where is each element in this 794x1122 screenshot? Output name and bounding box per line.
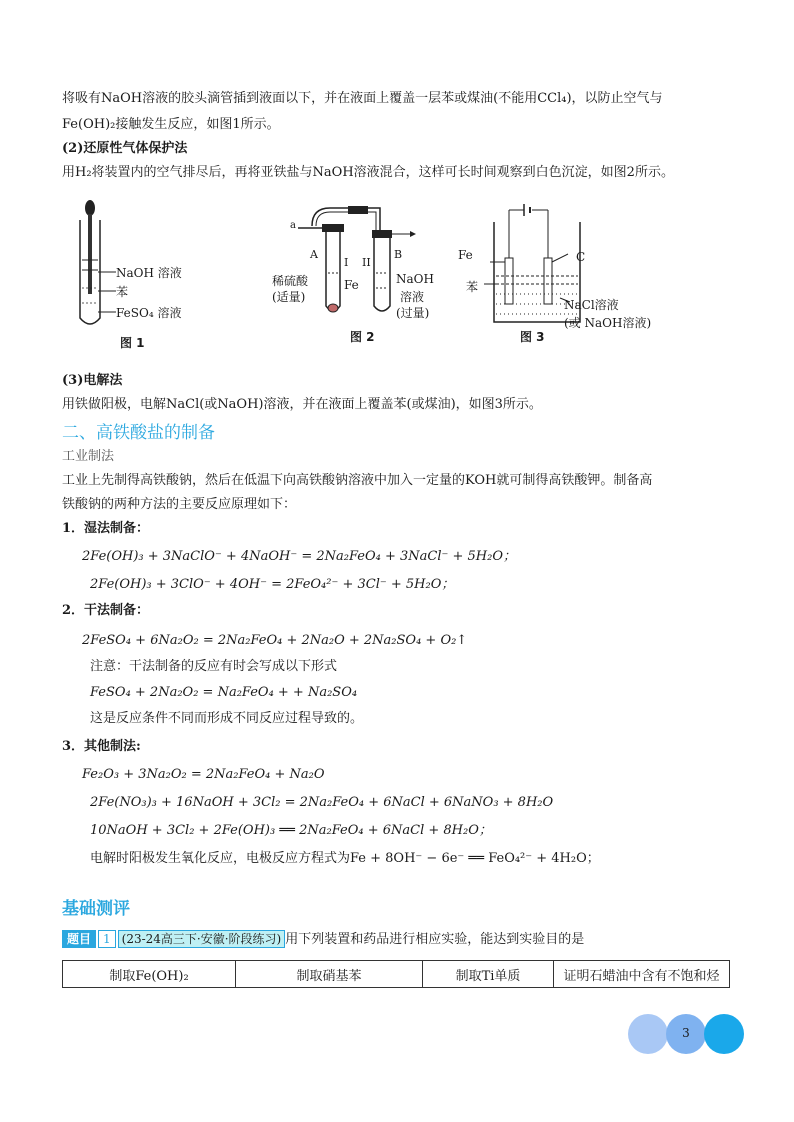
other-method-title: 3．其他制法: [62,739,141,754]
intro-line-1: 将吸有NaOH溶液的胶头滴管插到液面以下，并在液面上覆盖一层苯或煤油(不能用CCl₄)，以防止空气与 [62,91,663,106]
fig2-label-B: B [394,248,403,261]
figure-1-dropper [80,200,116,324]
dry-note-2: 这是反应条件不同而形成不同反应过程导致的。 [90,711,364,726]
dry-equation-2: FeSO₄ + 2Na₂O₂ = Na₂FeO₄ + + Na₂SO₄ [90,685,358,700]
fig3-label-benzene: 苯 [466,280,479,294]
question-1 [62,930,584,949]
option-c: 制取Ti单质 [423,961,554,988]
question-source: (23-24高三下·安徽·阶段练习) [118,930,286,948]
section-2-title: (2)还原性气体保护法 [62,141,188,156]
fig2-label-A: A [310,248,318,261]
fig2-label-I: I [344,256,349,269]
industrial-label: 工业制法 [62,449,115,464]
question-number: 1 [98,930,116,948]
dry-method-title: 2．干法制备： [62,603,150,618]
fig3-label-fe: Fe [458,248,473,262]
industrial-text-1: 工业上先制得高铁酸钠，然后在低温下向高铁酸钠溶液中加入一定量的KOH就可制得高铁酸钾。制备高 [62,473,653,488]
page-circle-right [704,1014,744,1054]
intro-line-2: Fe(OH)₂接触发生反应，如图1所示。 [62,117,280,132]
fig2-label-solution: 溶液 [400,290,425,304]
fig1-caption: 图 1 [120,336,145,350]
option-b: 制取硝基苯 [236,961,423,988]
page-number: 3 [682,1026,690,1040]
option-a: 制取Fe(OH)₂ [63,961,236,988]
fig3-label-c: C [576,250,586,264]
wet-method-title: 1．湿法制备： [62,521,150,536]
fig2-label-II: II [362,256,371,269]
fig2-caption: 图 2 [350,330,375,344]
fig1-label-naoh: NaOH 溶液 [116,266,182,280]
fig1-label-benzene: 苯 [116,285,129,299]
page-circle-left [628,1014,668,1054]
fig2-label-excess: (过量) [396,306,430,320]
other-equation-4: 电解时阳极发生氧化反应，电极反应方程式为Fe + 8OH⁻ − 6e⁻ ══ FeO₄²⁻ + 4H₂O； [90,851,600,866]
basic-test-title: 基础测评 [62,899,130,919]
fig3-caption: 图 3 [520,330,545,344]
fig2-label-acid: 稀硫酸 [272,274,309,288]
fig1-label-feso4: FeSO₄ 溶液 [116,306,182,320]
fig2-label-acid-amount: (适量) [272,290,306,304]
fig3-label-naoh: (或 NaOH溶液) [564,316,652,330]
fig3-label-nacl: NaCl溶液 [564,298,619,312]
heading-ferrate-prep: 二、高铁酸盐的制备 [62,423,215,443]
other-equation-3: 10NaOH + 3Cl₂ + 2Fe(OH)₃ ══ 2Na₂FeO₄ + 6NaCl + 8H₂O； [90,823,492,838]
other-equation-2: 2Fe(NO₃)₃ + 16NaOH + 3Cl₂ = 2Na₂FeO₄ + 6NaCl + 6NaNO₃ + 8H₂O [90,795,554,810]
wet-equation-2: 2Fe(OH)₃ + 3ClO⁻ + 4OH⁻ = 2FeO₄²⁻ + 3Cl⁻ + 5H₂O； [90,577,455,592]
industrial-text-2: 铁酸钠的两种方法的主要反应原理如下： [62,497,297,512]
fig2-label-a: a [290,220,296,231]
fig2-label-naoh: NaOH [396,272,434,286]
question-text: 用下列装置和药品进行相应实验，能达到实验目的是 [285,932,585,947]
dry-note: 注意：干法制备的反应有时会写成以下形式 [90,659,338,674]
section-3-text: 用铁做阳极，电解NaCl(或NaOH)溶液，并在液面上覆盖苯(或煤油)，如图3所示。 [62,397,542,412]
fig2-label-fe: Fe [344,278,359,292]
section-2-text: 用H₂将装置内的空气排尽后，再将亚铁盐与NaOH溶液混合，这样可长时间观察到白色沉淀，如图2所示。 [62,165,674,180]
question-tag: 题目 [62,930,96,948]
options-table [62,960,730,988]
dry-equation-1: 2FeSO₄ + 6Na₂O₂ = 2Na₂FeO₄ + 2Na₂O + 2Na₂SO₄ + O₂↑ [82,633,468,648]
other-equation-1: Fe₂O₃ + 3Na₂O₂ = 2Na₂FeO₄ + Na₂O [82,767,325,782]
section-3-title: (3)电解法 [62,373,123,388]
option-d: 证明石蜡油中含有不饱和烃 [554,961,730,988]
wet-equation-1: 2Fe(OH)₃ + 3NaClO⁻ + 4NaOH⁻ = 2Na₂FeO₄ + 3NaCl⁻ + 5H₂O； [82,549,517,564]
